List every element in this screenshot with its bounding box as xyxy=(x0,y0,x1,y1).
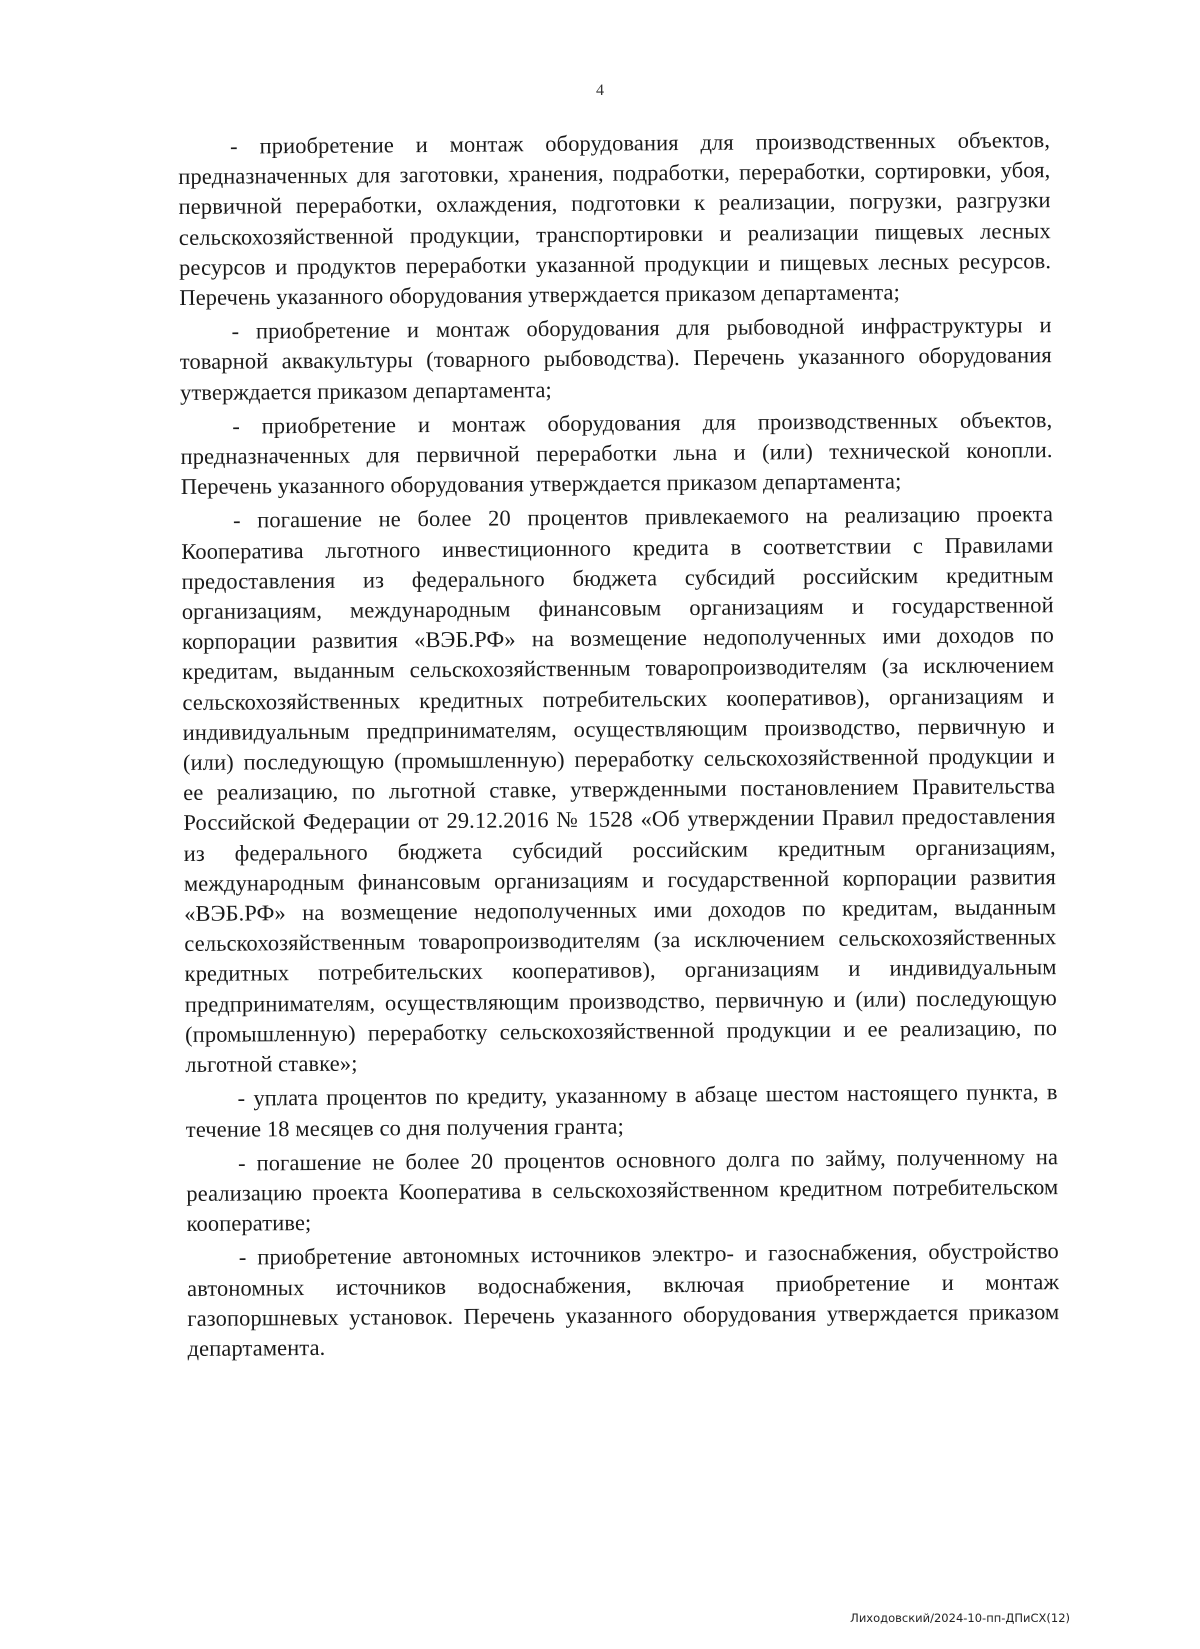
paragraph: - приобретение автономных источников электро- и газоснабжения, обустройство автономных источников водоснабжения, включая приобретение и монтаж газопоршневых установок. Перечень указанного оборудования утверждается приказом департамента. xyxy=(186,1238,1060,1361)
body-text xyxy=(178,125,1060,1368)
paragraph: - уплата процентов по кредиту, указанному в абзаце шестом настоящего пункта, в течение 18 месяцев со дня получения гранта; xyxy=(185,1079,1058,1142)
paragraph: - приобретение и монтаж оборудования для рыбоводной инфраструктуры и товарной аквакультуры (товарного рыбоводства). Перечень указанного оборудования утверждается приказом департамента; xyxy=(179,312,1052,405)
document-footer-code: Лиходовский/2024-10-пп-ДПиСХ(12) xyxy=(850,1611,1070,1625)
paragraph: - приобретение и монтаж оборудования для производственных объектов, предназначенных для первичной переработки льна и (или) технической конопли. Перечень указанного оборудования утверждается приказом департамента; xyxy=(180,406,1053,500)
paragraph: - погашение не более 20 процентов привлекаемого на реализацию проекта Кооператива льготного инвестиционного кредита в соответствии с Правилами предоставления из федерального бюджета субсидий российским кредитным организациям, международным финансовым организациям и государственной корпорации развития «ВЭБ.РФ» на возмещение недополученных ими доходов по кредитам, выданным сельскохозяйственным товаропроизводителям (за исключением сельскохозяйственных кредитных потребительских кооперативов), организациям и индивидуальным предпринимателям, осуществляющим производство, первичную и (или) последующую (промышленную) переработку сельскохозяйственной продукции и ее реализацию, по льготной ставке, утвержденными постановлением Правительства Российской Федерации от 29.12.2016 № 1528 «Об утверждении Правил предоставления из федерального бюджета субсидий российским кредитным организациям, международным финансовым организациям и государственной корпорации развития «ВЭБ.РФ» на возмещение недополученных ими доходов по кредитам, выданным сельскохозяйственным товаропроизводителям (за исключением сельскохозяйственных кредитных потребительских кооперативов), организациям и индивидуальным предпринимателям, осуществляющим производство, первичную и (или) последующую (промышленную) переработку сельскохозяйственной продукции и ее реализацию, по льготной ставке»; xyxy=(181,501,1058,1078)
page-number: 4 xyxy=(596,82,604,99)
paragraph: - приобретение и монтаж оборудования для производственных объектов, предназначенных для заготовки, хранения, подработки, переработки, сортировки, убоя, первичной переработки, охлаждения, подготовки к реализации, погрузки, разгрузки сельскохозяйственной продукции, транспортировки и реализации пищевых лесных ресурсов и продуктов переработки указанной продукции и пищевых лесных ресурсов. Перечень указанного оборудования утверждается приказом департамента; xyxy=(178,127,1052,311)
paragraph: - погашение не более 20 процентов основного долга по займу, полученному на реализацию проекта Кооператива в сельскохозяйственном кредитном потребительском кооперативе; xyxy=(186,1143,1059,1237)
